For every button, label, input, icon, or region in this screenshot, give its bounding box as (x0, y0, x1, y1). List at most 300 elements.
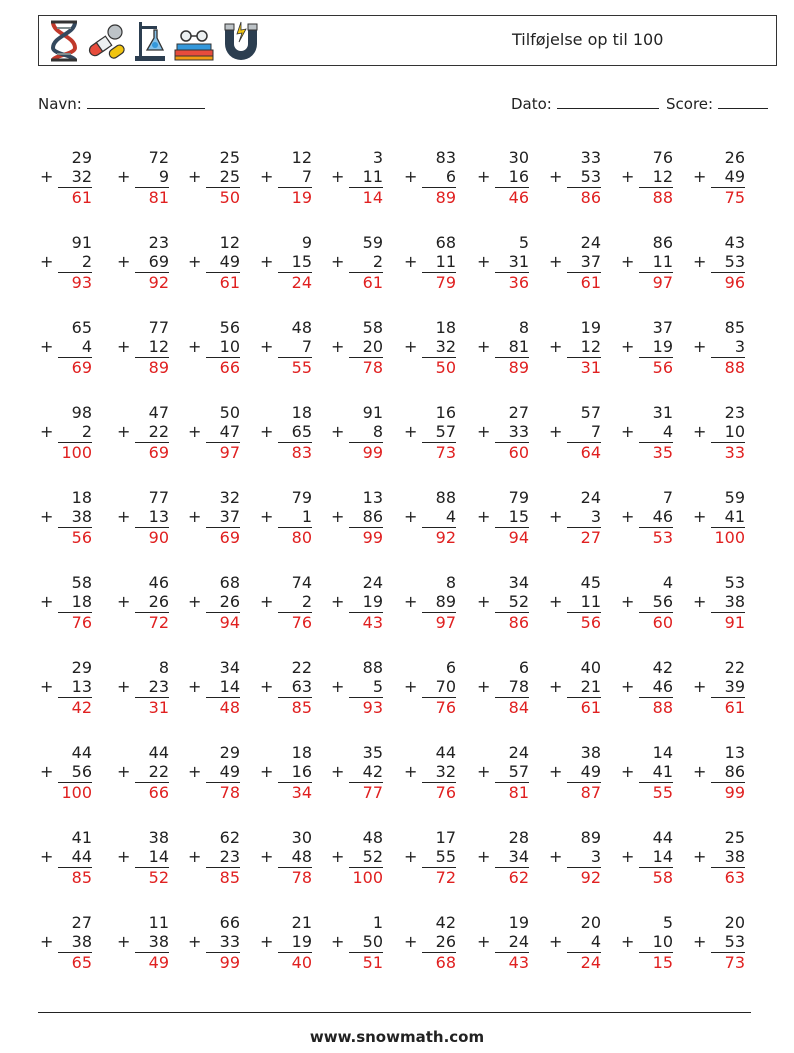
addend-2-value: 48 (291, 847, 312, 867)
addend-1: 88 (435, 488, 456, 507)
plus-sign: + (693, 167, 707, 187)
addend-2 (258, 422, 312, 441)
addend-1: 32 (219, 488, 240, 507)
answer: 56 (58, 527, 92, 547)
problem-item (619, 233, 673, 292)
plus-sign: + (260, 932, 274, 952)
problem-item (115, 658, 169, 717)
plus-sign: + (477, 762, 491, 782)
plus-sign: + (331, 677, 345, 697)
plus-sign: + (117, 592, 131, 612)
answer: 14 (349, 187, 383, 207)
answer: 88 (639, 697, 673, 717)
addend-2 (691, 252, 745, 271)
addend-2 (547, 337, 601, 356)
addend-2 (115, 847, 169, 866)
problem-item (475, 488, 529, 547)
addend-1: 31 (652, 403, 673, 422)
addend-1: 44 (652, 828, 673, 847)
problem-item (691, 148, 745, 207)
addend-2-value: 37 (219, 507, 240, 527)
problem-item (547, 403, 601, 462)
answer: 53 (639, 527, 673, 547)
addend-1: 68 (435, 233, 456, 252)
answer: 69 (206, 527, 240, 547)
answer: 61 (58, 187, 92, 207)
problem-item (475, 233, 529, 292)
answer: 85 (278, 697, 312, 717)
addend-2-value: 78 (508, 677, 529, 697)
addend-2 (115, 337, 169, 356)
problem-item (186, 233, 240, 292)
addend-2 (619, 592, 673, 611)
addend-1: 74 (291, 573, 312, 592)
addend-2 (115, 422, 169, 441)
problem-item (402, 318, 456, 377)
addend-2 (691, 507, 745, 526)
plus-sign: + (188, 932, 202, 952)
answer: 65 (58, 952, 92, 972)
addend-1: 47 (148, 403, 169, 422)
answer: 78 (349, 357, 383, 377)
addend-2-value: 49 (580, 762, 601, 782)
plus-sign: + (477, 847, 491, 867)
problem-item (619, 488, 673, 547)
problem-item (547, 573, 601, 632)
addend-2 (329, 507, 383, 526)
addend-1: 41 (71, 828, 92, 847)
addend-2-value: 12 (580, 337, 601, 357)
answer: 89 (135, 357, 169, 377)
answer: 31 (567, 357, 601, 377)
problem-item (186, 913, 240, 972)
plus-sign: + (117, 847, 131, 867)
answer: 94 (206, 612, 240, 632)
addend-2-value: 42 (362, 762, 383, 782)
answer: 50 (206, 187, 240, 207)
addend-1: 24 (580, 233, 601, 252)
answer: 99 (711, 782, 745, 802)
addend-2-value: 22 (148, 762, 169, 782)
plus-sign: + (260, 507, 274, 527)
header-icons (47, 20, 261, 62)
addend-2 (38, 762, 92, 781)
plus-sign: + (693, 762, 707, 782)
addend-2-value: 81 (508, 337, 529, 357)
problem-item (115, 233, 169, 292)
answer: 43 (495, 952, 529, 972)
addend-2 (186, 932, 240, 951)
addend-2-value: 70 (435, 677, 456, 697)
answer: 89 (495, 357, 529, 377)
addend-2-value: 21 (580, 677, 601, 697)
addend-2 (38, 252, 92, 271)
addend-2-value: 38 (148, 932, 169, 952)
addend-2-value: 65 (291, 422, 312, 442)
problem-item (258, 913, 312, 972)
addend-2-value: 12 (652, 167, 673, 187)
answer: 69 (135, 442, 169, 462)
addend-2-value: 10 (219, 337, 240, 357)
plus-sign: + (549, 167, 563, 187)
addend-1: 8 (518, 318, 529, 337)
addend-2-value: 15 (508, 507, 529, 527)
problem-item (619, 828, 673, 887)
plus-sign: + (404, 677, 418, 697)
addend-2 (691, 932, 745, 951)
dna-icon (47, 20, 81, 62)
plus-sign: + (477, 932, 491, 952)
addend-2-value: 53 (580, 167, 601, 187)
addend-2 (619, 932, 673, 951)
addend-2-value: 2 (81, 422, 92, 442)
plus-sign: + (693, 507, 707, 527)
answer: 97 (422, 612, 456, 632)
addend-2 (402, 252, 456, 271)
addend-2-value: 46 (652, 677, 673, 697)
addend-2 (475, 422, 529, 441)
addend-2-value: 49 (724, 167, 745, 187)
answer: 81 (135, 187, 169, 207)
problem-item (475, 573, 529, 632)
addend-1: 42 (652, 658, 673, 677)
problem-item (402, 403, 456, 462)
addend-2-value: 47 (219, 422, 240, 442)
answer: 78 (278, 867, 312, 887)
addend-2 (547, 932, 601, 951)
answer: 85 (206, 867, 240, 887)
plus-sign: + (260, 762, 274, 782)
addend-2-value: 86 (724, 762, 745, 782)
addend-2 (402, 847, 456, 866)
addend-2-value: 56 (652, 592, 673, 612)
problem-item (258, 318, 312, 377)
problem-item (547, 318, 601, 377)
answer: 100 (711, 527, 745, 547)
addend-2 (258, 677, 312, 696)
answer: 90 (135, 527, 169, 547)
problem-item (691, 318, 745, 377)
problem-item (329, 488, 383, 547)
plus-sign: + (260, 847, 274, 867)
addend-1: 98 (71, 403, 92, 422)
addend-2-value: 44 (71, 847, 92, 867)
answer: 97 (206, 442, 240, 462)
problem-item (38, 573, 92, 632)
answer: 81 (495, 782, 529, 802)
addend-2 (38, 422, 92, 441)
date-field (511, 94, 659, 113)
addend-2-value: 11 (435, 252, 456, 272)
addend-2 (186, 252, 240, 271)
plus-sign: + (331, 592, 345, 612)
answer: 58 (639, 867, 673, 887)
answer: 86 (567, 187, 601, 207)
plus-sign: + (331, 422, 345, 442)
addend-2 (402, 422, 456, 441)
problem-item (186, 318, 240, 377)
addend-2 (547, 252, 601, 271)
plus-sign: + (549, 422, 563, 442)
problem-item (186, 148, 240, 207)
plus-sign: + (404, 167, 418, 187)
addend-1: 20 (724, 913, 745, 932)
addend-2-value: 63 (291, 677, 312, 697)
plus-sign: + (188, 167, 202, 187)
addend-1: 5 (662, 913, 673, 932)
addend-2 (115, 762, 169, 781)
addend-2 (258, 592, 312, 611)
addend-2-value: 5 (372, 677, 383, 697)
addend-2-value: 49 (219, 762, 240, 782)
addend-1: 58 (71, 573, 92, 592)
plus-sign: + (621, 167, 635, 187)
problem-item (38, 148, 92, 207)
plus-sign: + (188, 677, 202, 697)
addend-2 (402, 507, 456, 526)
answer: 92 (567, 867, 601, 887)
addend-2 (475, 167, 529, 186)
plus-sign: + (188, 762, 202, 782)
problem-item (475, 318, 529, 377)
plus-sign: + (477, 677, 491, 697)
plus-sign: + (40, 932, 54, 952)
problem-item (186, 488, 240, 547)
addend-1: 29 (71, 148, 92, 167)
problem-item (258, 488, 312, 547)
addend-1: 72 (148, 148, 169, 167)
plus-sign: + (188, 507, 202, 527)
problem-item (329, 148, 383, 207)
addend-2 (38, 677, 92, 696)
answer: 40 (278, 952, 312, 972)
answer: 99 (349, 527, 383, 547)
plus-sign: + (40, 762, 54, 782)
answer: 72 (135, 612, 169, 632)
answer: 48 (206, 697, 240, 717)
addend-1: 20 (580, 913, 601, 932)
plus-sign: + (693, 677, 707, 697)
problem-item (115, 828, 169, 887)
problem-item (619, 743, 673, 802)
plus-sign: + (260, 592, 274, 612)
addend-2 (186, 677, 240, 696)
addend-2-value: 11 (362, 167, 383, 187)
addend-1: 44 (148, 743, 169, 762)
addend-2 (475, 252, 529, 271)
addend-2 (115, 167, 169, 186)
addend-1: 59 (362, 233, 383, 252)
problem-item (186, 828, 240, 887)
addend-2-value: 56 (71, 762, 92, 782)
addend-2-value: 49 (219, 252, 240, 272)
plus-sign: + (404, 932, 418, 952)
answer: 49 (135, 952, 169, 972)
plus-sign: + (40, 422, 54, 442)
name-blank[interactable] (87, 94, 205, 109)
addend-2-value: 19 (652, 337, 673, 357)
books-glasses-icon (173, 20, 215, 62)
addend-1: 45 (580, 573, 601, 592)
addend-2-value: 39 (724, 677, 745, 697)
problem-item (329, 318, 383, 377)
problem-item (547, 233, 601, 292)
plus-sign: + (260, 677, 274, 697)
plus-sign: + (117, 337, 131, 357)
plus-sign: + (331, 252, 345, 272)
addend-1: 79 (508, 488, 529, 507)
addend-1: 13 (724, 743, 745, 762)
plus-sign: + (260, 252, 274, 272)
addend-1: 77 (148, 318, 169, 337)
problem-item (691, 913, 745, 972)
problem-item (258, 148, 312, 207)
problem-item (186, 743, 240, 802)
plus-sign: + (331, 762, 345, 782)
date-blank[interactable] (557, 94, 659, 109)
addend-1: 42 (435, 913, 456, 932)
plus-sign: + (693, 252, 707, 272)
addend-1: 18 (71, 488, 92, 507)
answer: 42 (58, 697, 92, 717)
answer: 60 (495, 442, 529, 462)
addend-2 (38, 167, 92, 186)
plus-sign: + (117, 932, 131, 952)
plus-sign: + (117, 677, 131, 697)
addend-2 (186, 422, 240, 441)
addend-2 (691, 762, 745, 781)
plus-sign: + (117, 252, 131, 272)
answer: 97 (639, 272, 673, 292)
addend-1: 5 (518, 233, 529, 252)
addend-1: 21 (291, 913, 312, 932)
answer: 35 (639, 442, 673, 462)
answer: 100 (349, 867, 383, 887)
plus-sign: + (404, 422, 418, 442)
plus-sign: + (621, 677, 635, 697)
answer: 72 (422, 867, 456, 887)
plus-sign: + (621, 762, 635, 782)
footer-url: www.snowmath.com (309, 1028, 485, 1046)
addend-2-value: 24 (508, 932, 529, 952)
addend-2-value: 32 (435, 762, 456, 782)
addend-2 (115, 932, 169, 951)
addend-2 (691, 592, 745, 611)
addend-2 (619, 422, 673, 441)
addend-2-value: 2 (81, 252, 92, 272)
problem-item (38, 743, 92, 802)
problem-item (402, 913, 456, 972)
addend-2 (115, 592, 169, 611)
addend-2 (258, 762, 312, 781)
addend-1: 38 (148, 828, 169, 847)
problem-item (402, 828, 456, 887)
addend-2-value: 4 (81, 337, 92, 357)
addend-1: 44 (435, 743, 456, 762)
addend-1: 34 (508, 573, 529, 592)
addend-1: 9 (301, 233, 312, 252)
problem-item (691, 403, 745, 462)
addend-1: 38 (580, 743, 601, 762)
answer: 24 (567, 952, 601, 972)
addend-1: 37 (652, 318, 673, 337)
problem-item (619, 148, 673, 207)
addend-2 (402, 762, 456, 781)
plus-sign: + (693, 932, 707, 952)
answer: 43 (349, 612, 383, 632)
addend-1: 53 (724, 573, 745, 592)
addend-1: 27 (71, 913, 92, 932)
addend-2-value: 52 (362, 847, 383, 867)
plus-sign: + (260, 167, 274, 187)
addend-2 (547, 847, 601, 866)
problem-item (38, 233, 92, 292)
answer: 60 (639, 612, 673, 632)
addend-2 (619, 677, 673, 696)
addend-2-value: 11 (652, 252, 673, 272)
answer: 88 (639, 187, 673, 207)
addend-2 (38, 507, 92, 526)
addend-2 (115, 677, 169, 696)
addend-2-value: 32 (435, 337, 456, 357)
answer: 33 (711, 442, 745, 462)
addend-2-value: 13 (148, 507, 169, 527)
addend-2 (619, 507, 673, 526)
lab-stand-icon (133, 20, 167, 62)
answer: 66 (135, 782, 169, 802)
answer: 19 (278, 187, 312, 207)
problem-item (258, 743, 312, 802)
addend-2-value: 52 (508, 592, 529, 612)
answer: 68 (422, 952, 456, 972)
answer: 94 (495, 527, 529, 547)
addend-2 (475, 592, 529, 611)
addend-2 (329, 847, 383, 866)
addend-2 (475, 337, 529, 356)
answer: 83 (278, 442, 312, 462)
plus-sign: + (188, 592, 202, 612)
addend-2 (186, 167, 240, 186)
addend-1: 25 (219, 148, 240, 167)
addend-2-value: 8 (372, 422, 383, 442)
problem-item (475, 743, 529, 802)
problem-item (619, 913, 673, 972)
addend-2 (329, 337, 383, 356)
plus-sign: + (477, 167, 491, 187)
addend-1: 48 (362, 828, 383, 847)
addend-2 (619, 337, 673, 356)
plus-sign: + (117, 762, 131, 782)
problem-item (402, 743, 456, 802)
addend-1: 6 (445, 658, 456, 677)
addend-2 (475, 507, 529, 526)
score-label: Score: (666, 95, 714, 113)
problem-item (475, 148, 529, 207)
addend-1: 88 (362, 658, 383, 677)
addend-1: 27 (508, 403, 529, 422)
answer: 73 (422, 442, 456, 462)
addend-1: 43 (724, 233, 745, 252)
problem-item (38, 828, 92, 887)
plus-sign: + (549, 252, 563, 272)
problem-item (402, 658, 456, 717)
score-blank[interactable] (718, 94, 768, 109)
addend-2-value: 31 (508, 252, 529, 272)
addend-1: 12 (219, 233, 240, 252)
addend-2-value: 26 (148, 592, 169, 612)
answer: 52 (135, 867, 169, 887)
plus-sign: + (40, 337, 54, 357)
